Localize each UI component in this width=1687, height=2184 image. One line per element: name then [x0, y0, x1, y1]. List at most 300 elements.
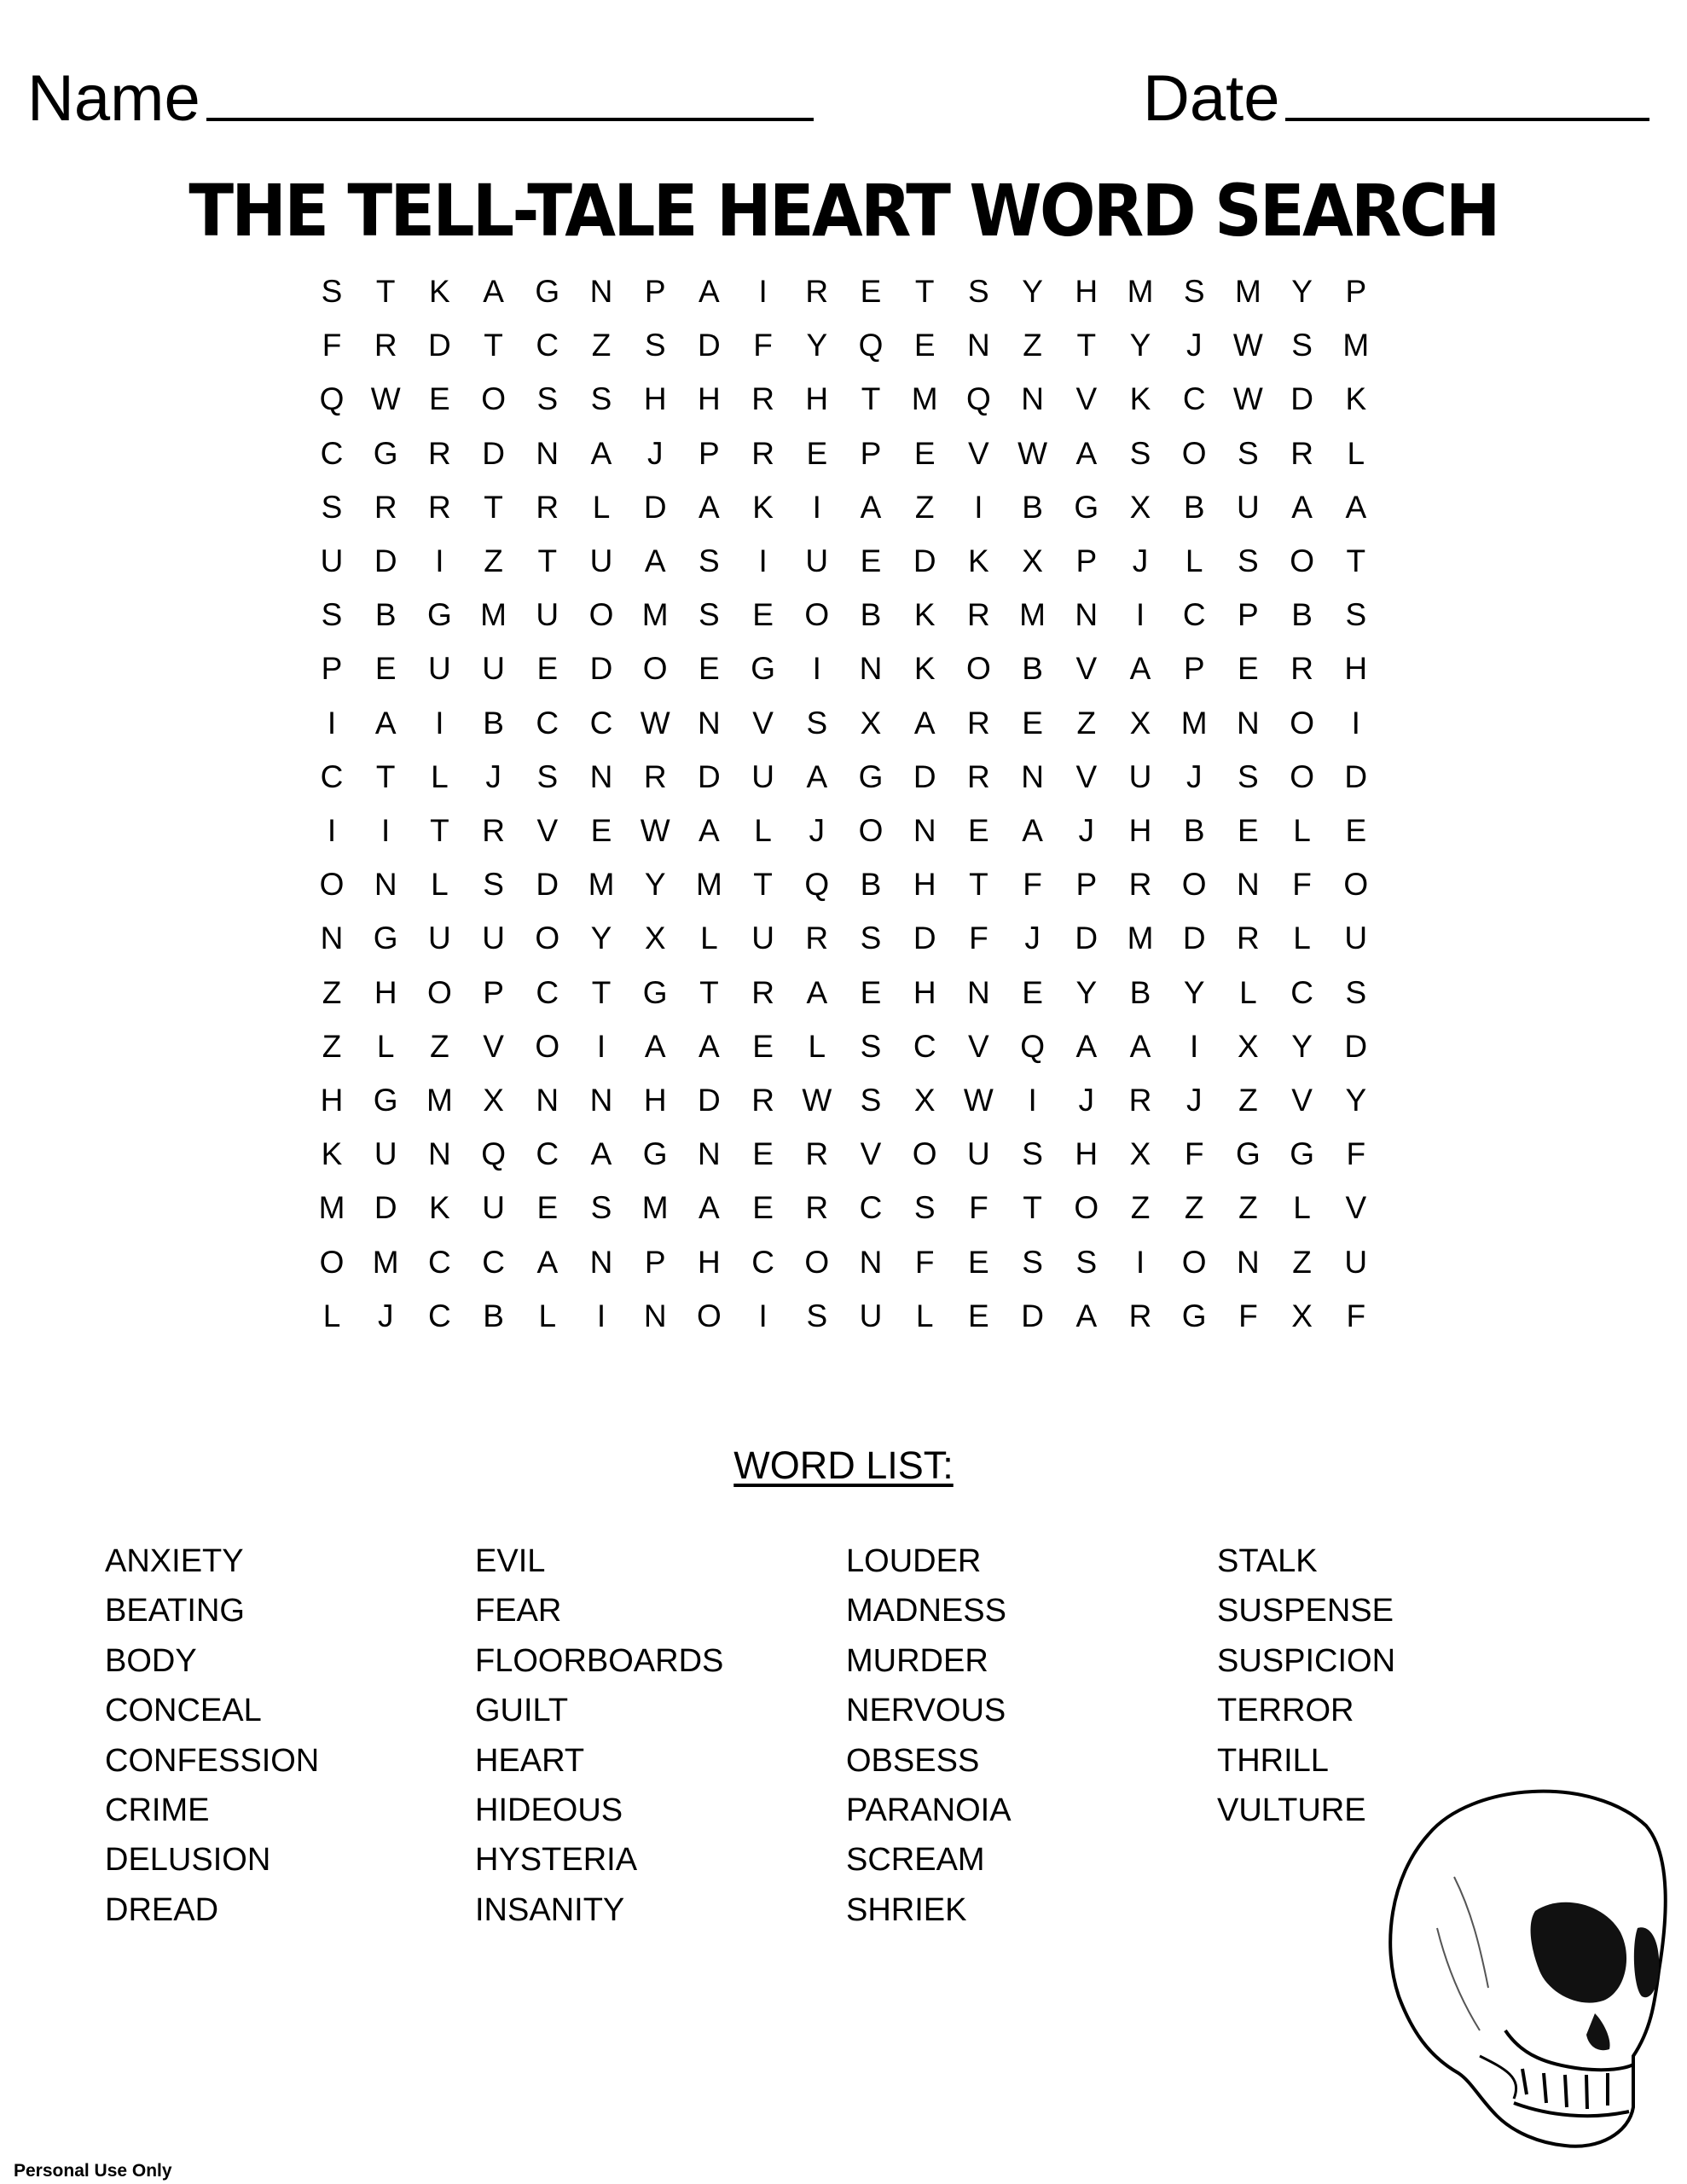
- grid-letter[interactable]: N: [967, 328, 990, 363]
- grid-letter[interactable]: S: [1075, 1244, 1098, 1280]
- grid-letter[interactable]: O: [804, 1244, 830, 1280]
- grid-letter[interactable]: T: [375, 274, 396, 309]
- grid-letter[interactable]: U: [482, 651, 505, 687]
- grid-letter[interactable]: O: [1290, 705, 1314, 741]
- grid-letter[interactable]: E: [536, 651, 559, 687]
- grid-letter[interactable]: R: [805, 921, 829, 956]
- grid-letter[interactable]: E: [752, 1136, 774, 1172]
- grid-letter[interactable]: K: [429, 1190, 450, 1226]
- grid-letter[interactable]: Y: [590, 921, 612, 956]
- grid-letter[interactable]: M: [318, 1190, 345, 1226]
- grid-letter[interactable]: E: [1238, 651, 1259, 687]
- grid-letter[interactable]: V: [483, 1028, 504, 1064]
- grid-letter[interactable]: F: [1023, 867, 1042, 903]
- grid-letter[interactable]: I: [596, 1028, 606, 1064]
- grid-letter[interactable]: C: [751, 1244, 774, 1280]
- grid-letter[interactable]: F: [1184, 1136, 1204, 1172]
- grid-letter[interactable]: K: [913, 651, 936, 687]
- grid-letter[interactable]: D: [536, 867, 559, 903]
- grid-letter[interactable]: A: [590, 435, 612, 471]
- grid-letter[interactable]: W: [640, 813, 670, 848]
- grid-letter[interactable]: T: [484, 328, 503, 363]
- grid-letter[interactable]: I: [758, 543, 768, 578]
- grid-letter[interactable]: H: [805, 381, 829, 417]
- grid-letter[interactable]: M: [641, 1190, 669, 1226]
- grid-letter[interactable]: A: [699, 489, 720, 525]
- grid-letter[interactable]: P: [1075, 867, 1098, 903]
- grid-letter[interactable]: A: [483, 274, 504, 309]
- grid-letter[interactable]: O: [697, 1298, 722, 1333]
- grid-letter[interactable]: U: [805, 543, 829, 578]
- grid-letter[interactable]: M: [1127, 274, 1154, 309]
- grid-letter[interactable]: H: [698, 1244, 721, 1280]
- grid-letter[interactable]: O: [1290, 758, 1314, 794]
- grid-letter[interactable]: Y: [1022, 274, 1043, 309]
- grid-letter[interactable]: O: [535, 921, 560, 956]
- grid-letter[interactable]: N: [859, 1244, 883, 1280]
- grid-letter[interactable]: M: [695, 867, 722, 903]
- grid-letter[interactable]: A: [1291, 489, 1313, 525]
- grid-letter[interactable]: I: [758, 1298, 768, 1333]
- grid-letter[interactable]: S: [483, 867, 504, 903]
- grid-letter[interactable]: V: [536, 813, 559, 848]
- grid-letter[interactable]: R: [1128, 1298, 1152, 1333]
- grid-letter[interactable]: T: [537, 543, 558, 578]
- grid-letter[interactable]: W: [1017, 435, 1048, 471]
- grid-letter[interactable]: H: [320, 1083, 344, 1118]
- grid-letter[interactable]: C: [428, 1298, 451, 1333]
- grid-letter[interactable]: L: [808, 1028, 826, 1064]
- grid-letter[interactable]: A: [699, 274, 720, 309]
- grid-letter[interactable]: U: [1344, 921, 1368, 956]
- grid-letter[interactable]: L: [1239, 974, 1257, 1010]
- grid-letter[interactable]: O: [966, 651, 991, 687]
- grid-letter[interactable]: R: [751, 435, 774, 471]
- grid-letter[interactable]: R: [428, 435, 451, 471]
- grid-letter[interactable]: N: [536, 1083, 559, 1118]
- grid-letter[interactable]: E: [860, 974, 882, 1010]
- grid-letter[interactable]: N: [698, 705, 721, 741]
- grid-letter[interactable]: G: [373, 1083, 398, 1118]
- grid-letter[interactable]: G: [373, 435, 398, 471]
- grid-letter[interactable]: D: [913, 921, 936, 956]
- grid-letter[interactable]: N: [1237, 867, 1260, 903]
- grid-letter[interactable]: I: [974, 489, 983, 525]
- grid-letter[interactable]: A: [699, 1028, 720, 1064]
- grid-letter[interactable]: A: [806, 974, 828, 1010]
- grid-letter[interactable]: O: [1074, 1190, 1099, 1226]
- grid-letter[interactable]: T: [591, 974, 612, 1010]
- grid-letter[interactable]: W: [802, 1083, 832, 1118]
- grid-letter[interactable]: W: [370, 381, 401, 417]
- grid-letter[interactable]: I: [381, 813, 391, 848]
- grid-letter[interactable]: O: [427, 974, 452, 1010]
- grid-letter[interactable]: G: [858, 758, 884, 794]
- grid-letter[interactable]: L: [431, 758, 449, 794]
- grid-letter[interactable]: B: [860, 867, 882, 903]
- grid-letter[interactable]: S: [699, 543, 720, 578]
- grid-letter[interactable]: S: [1183, 274, 1205, 309]
- grid-letter[interactable]: U: [751, 758, 774, 794]
- grid-letter[interactable]: N: [698, 1136, 721, 1172]
- grid-letter[interactable]: S: [1238, 543, 1259, 578]
- grid-letter[interactable]: C: [1182, 597, 1206, 633]
- grid-letter[interactable]: P: [483, 974, 504, 1010]
- grid-letter[interactable]: A: [1075, 1028, 1098, 1064]
- grid-letter[interactable]: M: [1342, 328, 1370, 363]
- grid-letter[interactable]: S: [1129, 435, 1151, 471]
- grid-letter[interactable]: J: [1132, 543, 1149, 578]
- grid-letter[interactable]: M: [911, 381, 938, 417]
- grid-letter[interactable]: R: [482, 813, 505, 848]
- grid-letter[interactable]: C: [536, 328, 559, 363]
- grid-letter[interactable]: X: [644, 921, 666, 956]
- grid-letter[interactable]: G: [1074, 489, 1099, 525]
- grid-letter[interactable]: T: [699, 974, 719, 1010]
- grid-letter[interactable]: A: [1075, 1298, 1098, 1333]
- grid-letter[interactable]: E: [1238, 813, 1259, 848]
- grid-letter[interactable]: U: [589, 543, 613, 578]
- grid-letter[interactable]: S: [1345, 974, 1367, 1010]
- grid-letter[interactable]: U: [482, 1190, 505, 1226]
- grid-letter[interactable]: D: [698, 328, 721, 363]
- grid-letter[interactable]: C: [320, 435, 344, 471]
- grid-letter[interactable]: A: [806, 758, 828, 794]
- grid-letter[interactable]: A: [1345, 489, 1367, 525]
- grid-letter[interactable]: M: [372, 1244, 399, 1280]
- grid-letter[interactable]: D: [913, 543, 936, 578]
- grid-letter[interactable]: R: [967, 705, 990, 741]
- grid-letter[interactable]: E: [968, 1298, 989, 1333]
- grid-letter[interactable]: N: [913, 813, 936, 848]
- grid-letter[interactable]: J: [1186, 328, 1203, 363]
- grid-letter[interactable]: S: [806, 1298, 828, 1333]
- grid-letter[interactable]: R: [1128, 1083, 1152, 1118]
- grid-letter[interactable]: D: [1021, 1298, 1044, 1333]
- grid-letter[interactable]: S: [860, 921, 882, 956]
- grid-letter[interactable]: W: [640, 705, 670, 741]
- grid-letter[interactable]: B: [1129, 974, 1151, 1010]
- grid-letter[interactable]: P: [1238, 597, 1259, 633]
- grid-letter[interactable]: X: [1291, 1298, 1313, 1333]
- grid-letter[interactable]: G: [1236, 1136, 1261, 1172]
- grid-letter[interactable]: Y: [1345, 1083, 1367, 1118]
- grid-letter[interactable]: P: [1345, 274, 1367, 309]
- grid-letter[interactable]: S: [968, 274, 989, 309]
- grid-letter[interactable]: C: [1290, 974, 1313, 1010]
- grid-letter[interactable]: E: [1345, 813, 1367, 848]
- grid-letter[interactable]: C: [482, 1244, 505, 1280]
- grid-letter[interactable]: B: [483, 705, 504, 741]
- grid-letter[interactable]: I: [1135, 1244, 1145, 1280]
- grid-letter[interactable]: I: [1190, 1028, 1199, 1064]
- grid-letter[interactable]: O: [481, 381, 506, 417]
- grid-letter[interactable]: L: [1293, 813, 1311, 848]
- grid-letter[interactable]: L: [1293, 1190, 1311, 1226]
- grid-letter[interactable]: X: [1129, 705, 1151, 741]
- grid-letter[interactable]: N: [1021, 381, 1044, 417]
- grid-letter[interactable]: O: [642, 651, 668, 687]
- grid-letter[interactable]: D: [913, 758, 936, 794]
- grid-letter[interactable]: N: [589, 758, 613, 794]
- grid-letter[interactable]: K: [913, 597, 936, 633]
- grid-letter[interactable]: M: [641, 597, 669, 633]
- grid-letter[interactable]: E: [536, 1190, 559, 1226]
- grid-letter[interactable]: R: [1290, 435, 1313, 471]
- grid-letter[interactable]: B: [1183, 489, 1205, 525]
- grid-letter[interactable]: K: [752, 489, 774, 525]
- grid-letter[interactable]: Z: [322, 974, 342, 1010]
- grid-letter[interactable]: A: [913, 705, 936, 741]
- grid-letter[interactable]: U: [428, 921, 451, 956]
- grid-letter[interactable]: I: [1135, 597, 1145, 633]
- grid-letter[interactable]: H: [913, 974, 936, 1010]
- grid-letter[interactable]: J: [646, 435, 664, 471]
- grid-letter[interactable]: W: [1232, 381, 1263, 417]
- grid-letter[interactable]: S: [536, 758, 559, 794]
- grid-letter[interactable]: S: [321, 274, 343, 309]
- grid-letter[interactable]: B: [1022, 651, 1043, 687]
- grid-letter[interactable]: U: [1344, 1244, 1368, 1280]
- grid-letter[interactable]: R: [751, 974, 774, 1010]
- grid-letter[interactable]: Y: [1183, 974, 1205, 1010]
- grid-letter[interactable]: D: [698, 758, 721, 794]
- grid-letter[interactable]: M: [1127, 921, 1154, 956]
- grid-letter[interactable]: D: [1344, 758, 1368, 794]
- grid-letter[interactable]: E: [806, 435, 828, 471]
- grid-letter[interactable]: A: [590, 1136, 612, 1172]
- grid-letter[interactable]: X: [483, 1083, 504, 1118]
- grid-letter[interactable]: N: [1075, 597, 1099, 633]
- grid-letter[interactable]: U: [374, 1136, 397, 1172]
- grid-letter[interactable]: T: [430, 813, 449, 848]
- grid-letter[interactable]: U: [751, 921, 774, 956]
- grid-letter[interactable]: E: [752, 1028, 774, 1064]
- grid-letter[interactable]: R: [536, 489, 559, 525]
- grid-letter[interactable]: J: [1186, 1083, 1203, 1118]
- grid-letter[interactable]: E: [699, 651, 720, 687]
- grid-letter[interactable]: U: [536, 597, 559, 633]
- grid-letter[interactable]: C: [536, 1136, 559, 1172]
- grid-letter[interactable]: R: [805, 1190, 829, 1226]
- grid-letter[interactable]: I: [327, 813, 337, 848]
- grid-letter[interactable]: R: [805, 274, 829, 309]
- grid-letter[interactable]: N: [536, 435, 559, 471]
- grid-letter[interactable]: P: [699, 435, 720, 471]
- grid-letter[interactable]: C: [1182, 381, 1206, 417]
- grid-letter[interactable]: U: [482, 921, 505, 956]
- grid-letter[interactable]: E: [860, 543, 882, 578]
- grid-letter[interactable]: L: [592, 489, 611, 525]
- grid-letter[interactable]: N: [374, 867, 397, 903]
- grid-letter[interactable]: C: [536, 974, 559, 1010]
- grid-letter[interactable]: F: [969, 921, 988, 956]
- grid-letter[interactable]: B: [374, 597, 397, 633]
- grid-letter[interactable]: I: [758, 274, 768, 309]
- grid-letter[interactable]: I: [435, 705, 444, 741]
- grid-letter[interactable]: N: [1237, 1244, 1260, 1280]
- grid-letter[interactable]: F: [1346, 1136, 1366, 1172]
- grid-letter[interactable]: K: [1129, 381, 1151, 417]
- grid-letter[interactable]: E: [913, 328, 936, 363]
- grid-letter[interactable]: B: [860, 597, 882, 633]
- grid-letter[interactable]: M: [1019, 597, 1046, 633]
- grid-letter[interactable]: O: [588, 597, 614, 633]
- grid-letter[interactable]: S: [1238, 435, 1259, 471]
- grid-letter[interactable]: E: [752, 597, 774, 633]
- grid-letter[interactable]: Z: [484, 543, 503, 578]
- grid-letter[interactable]: S: [1345, 597, 1367, 633]
- grid-letter[interactable]: T: [1023, 1190, 1042, 1226]
- grid-letter[interactable]: K: [968, 543, 989, 578]
- grid-letter[interactable]: X: [1129, 489, 1151, 525]
- grid-letter[interactable]: N: [320, 921, 344, 956]
- grid-letter[interactable]: O: [1290, 543, 1314, 578]
- grid-letter[interactable]: V: [1075, 651, 1098, 687]
- grid-letter[interactable]: L: [376, 1028, 395, 1064]
- grid-letter[interactable]: S: [321, 489, 343, 525]
- grid-letter[interactable]: A: [1129, 1028, 1151, 1064]
- grid-letter[interactable]: A: [374, 705, 397, 741]
- grid-letter[interactable]: C: [913, 1028, 936, 1064]
- grid-letter[interactable]: B: [1022, 489, 1043, 525]
- grid-letter[interactable]: Z: [322, 1028, 342, 1064]
- grid-letter[interactable]: R: [1128, 867, 1152, 903]
- grid-letter[interactable]: J: [1186, 758, 1203, 794]
- grid-letter[interactable]: Y: [644, 867, 666, 903]
- grid-letter[interactable]: U: [859, 1298, 883, 1333]
- grid-letter[interactable]: S: [913, 1190, 936, 1226]
- grid-letter[interactable]: U: [967, 1136, 990, 1172]
- grid-letter[interactable]: A: [699, 1190, 720, 1226]
- grid-letter[interactable]: S: [536, 381, 559, 417]
- grid-letter[interactable]: Z: [1023, 328, 1042, 363]
- grid-letter[interactable]: C: [428, 1244, 451, 1280]
- grid-letter[interactable]: E: [860, 274, 882, 309]
- grid-letter[interactable]: R: [643, 758, 667, 794]
- grid-letter[interactable]: X: [1022, 543, 1043, 578]
- grid-letter[interactable]: M: [426, 1083, 453, 1118]
- grid-letter[interactable]: P: [1075, 543, 1098, 578]
- grid-letter[interactable]: L: [1293, 921, 1311, 956]
- grid-letter[interactable]: G: [373, 921, 398, 956]
- grid-letter[interactable]: D: [589, 651, 613, 687]
- grid-letter[interactable]: R: [967, 597, 990, 633]
- grid-letter[interactable]: N: [859, 651, 883, 687]
- grid-letter[interactable]: I: [435, 543, 444, 578]
- grid-letter[interactable]: X: [913, 1083, 936, 1118]
- grid-letter[interactable]: J: [1078, 813, 1095, 848]
- grid-letter[interactable]: K: [429, 274, 450, 309]
- grid-letter[interactable]: X: [860, 705, 882, 741]
- grid-letter[interactable]: V: [1075, 381, 1098, 417]
- grid-letter[interactable]: O: [319, 867, 345, 903]
- grid-letter[interactable]: F: [914, 1244, 935, 1280]
- grid-letter[interactable]: R: [1237, 921, 1260, 956]
- grid-letter[interactable]: S: [1022, 1244, 1043, 1280]
- grid-letter[interactable]: J: [809, 813, 826, 848]
- grid-letter[interactable]: O: [1181, 867, 1207, 903]
- grid-letter[interactable]: Q: [481, 1136, 506, 1172]
- grid-letter[interactable]: D: [643, 489, 667, 525]
- grid-letter[interactable]: L: [322, 1298, 341, 1333]
- grid-letter[interactable]: E: [968, 813, 989, 848]
- grid-letter[interactable]: H: [374, 974, 397, 1010]
- grid-letter[interactable]: H: [913, 867, 936, 903]
- grid-letter[interactable]: W: [1232, 328, 1263, 363]
- grid-letter[interactable]: B: [1291, 597, 1313, 633]
- grid-letter[interactable]: H: [643, 1083, 667, 1118]
- grid-letter[interactable]: I: [812, 651, 821, 687]
- grid-letter[interactable]: Z: [1238, 1083, 1258, 1118]
- grid-letter[interactable]: U: [1237, 489, 1260, 525]
- grid-letter[interactable]: S: [644, 328, 666, 363]
- grid-letter[interactable]: L: [700, 921, 718, 956]
- grid-letter[interactable]: L: [754, 813, 772, 848]
- grid-letter[interactable]: D: [1182, 921, 1206, 956]
- grid-letter[interactable]: E: [1022, 705, 1043, 741]
- grid-letter[interactable]: Z: [1130, 1190, 1151, 1226]
- grid-letter[interactable]: L: [1347, 435, 1365, 471]
- grid-letter[interactable]: B: [1183, 813, 1205, 848]
- grid-letter[interactable]: A: [644, 1028, 666, 1064]
- grid-letter[interactable]: V: [752, 705, 774, 741]
- grid-letter[interactable]: H: [1344, 651, 1368, 687]
- grid-letter[interactable]: A: [644, 543, 666, 578]
- grid-letter[interactable]: F: [1346, 1298, 1366, 1333]
- grid-letter[interactable]: R: [751, 381, 774, 417]
- grid-letter[interactable]: V: [1075, 758, 1098, 794]
- grid-letter[interactable]: T: [914, 274, 935, 309]
- grid-letter[interactable]: G: [1290, 1136, 1314, 1172]
- grid-letter[interactable]: O: [1343, 867, 1369, 903]
- grid-letter[interactable]: N: [1237, 705, 1260, 741]
- grid-letter[interactable]: P: [644, 274, 666, 309]
- grid-letter[interactable]: A: [1075, 435, 1098, 471]
- grid-letter[interactable]: D: [698, 1083, 721, 1118]
- grid-letter[interactable]: A: [699, 813, 720, 848]
- grid-letter[interactable]: A: [1022, 813, 1043, 848]
- grid-letter[interactable]: E: [374, 651, 397, 687]
- grid-letter[interactable]: J: [377, 1298, 394, 1333]
- grid-letter[interactable]: T: [1076, 328, 1097, 363]
- grid-letter[interactable]: P: [644, 1244, 666, 1280]
- grid-letter[interactable]: D: [374, 1190, 397, 1226]
- grid-letter[interactable]: N: [428, 1136, 451, 1172]
- grid-letter[interactable]: E: [1022, 974, 1043, 1010]
- grid-letter[interactable]: S: [860, 1083, 882, 1118]
- grid-letter[interactable]: P: [321, 651, 343, 687]
- grid-letter[interactable]: H: [698, 381, 721, 417]
- grid-letter[interactable]: T: [1346, 543, 1366, 578]
- grid-letter[interactable]: J: [1024, 921, 1041, 956]
- grid-letter[interactable]: Z: [1076, 705, 1097, 741]
- grid-letter[interactable]: S: [590, 381, 612, 417]
- grid-letter[interactable]: V: [860, 1136, 882, 1172]
- grid-letter[interactable]: I: [812, 489, 821, 525]
- grid-letter[interactable]: L: [538, 1298, 557, 1333]
- grid-letter[interactable]: H: [643, 381, 667, 417]
- grid-letter[interactable]: P: [1183, 651, 1205, 687]
- grid-letter[interactable]: Z: [430, 1028, 449, 1064]
- grid-letter[interactable]: V: [968, 1028, 989, 1064]
- grid-letter[interactable]: V: [1291, 1083, 1313, 1118]
- grid-letter[interactable]: I: [1351, 705, 1360, 741]
- grid-letter[interactable]: S: [860, 1028, 882, 1064]
- date-field[interactable]: [1285, 118, 1649, 121]
- grid-letter[interactable]: H: [1075, 274, 1099, 309]
- grid-letter[interactable]: T: [969, 867, 988, 903]
